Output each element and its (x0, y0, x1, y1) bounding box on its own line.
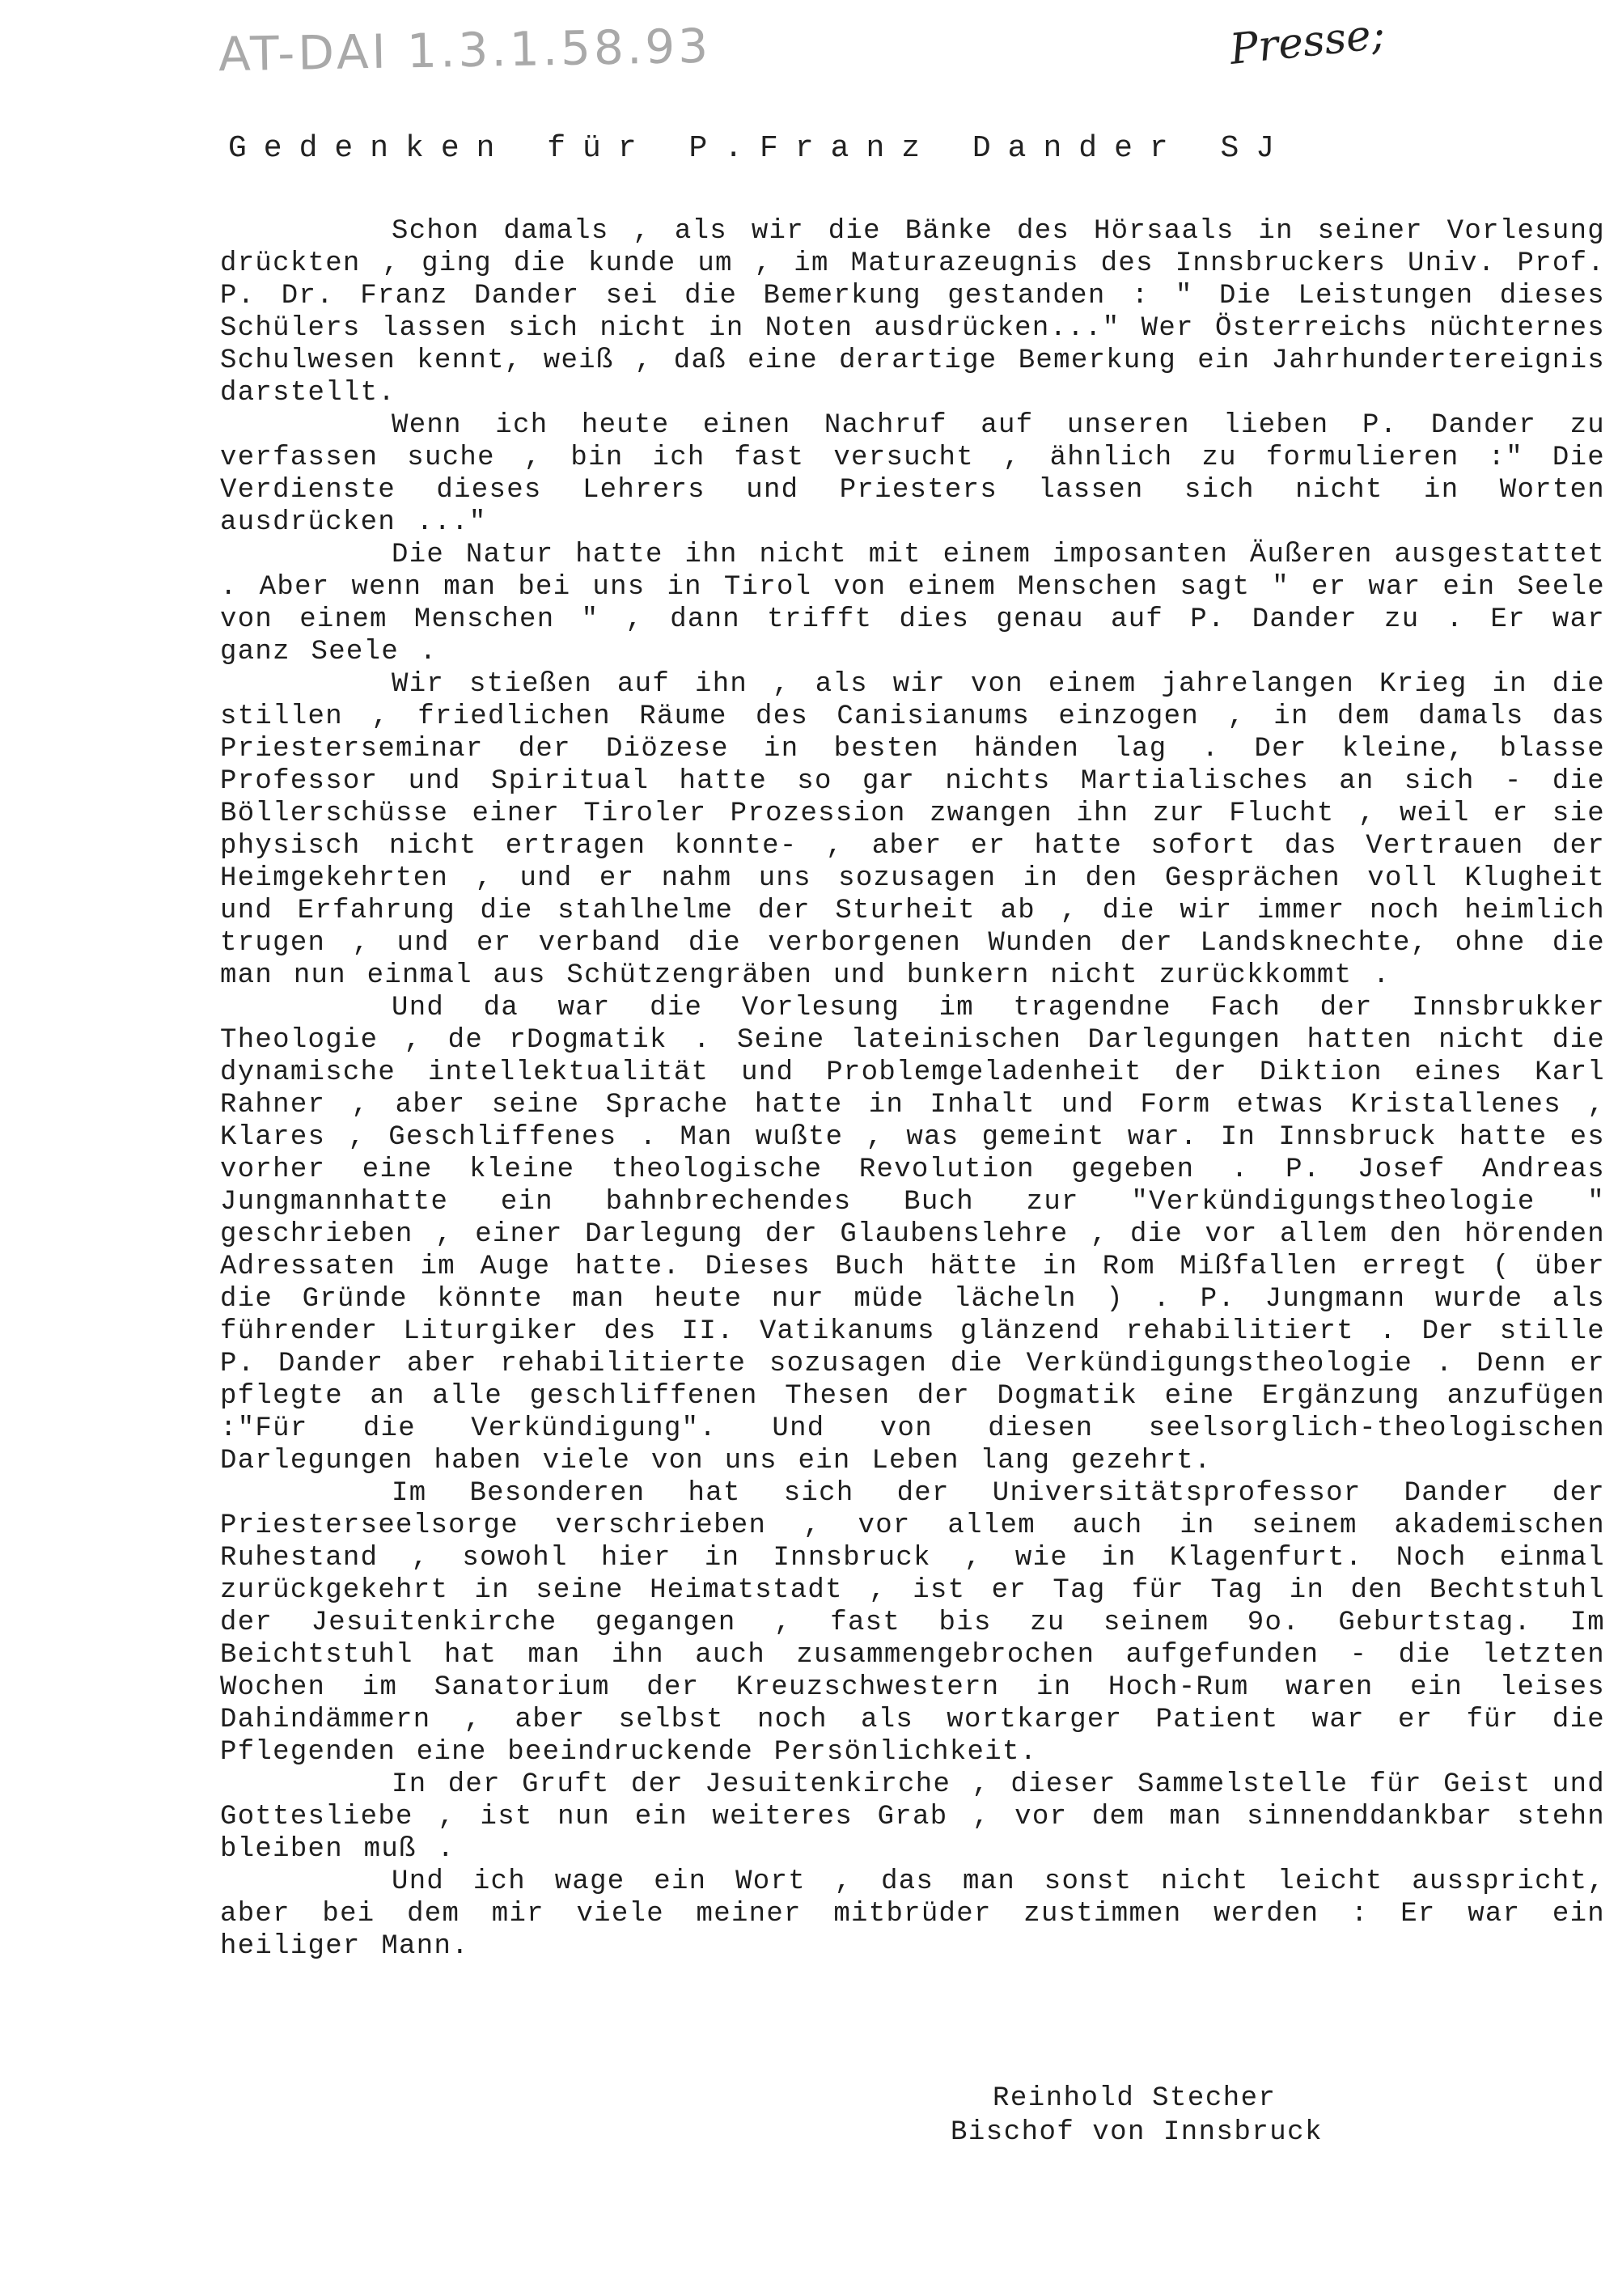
handwritten-corner-note: Presse; (1227, 10, 1387, 74)
document-heading: Gedenken für P.Franz Dander SJ (228, 131, 1292, 166)
archive-reference-stamp: AT-DAI 1.3.1.58.93 (218, 18, 712, 83)
signature-block (951, 2082, 1323, 2150)
paragraph: Im Besonderen hat sich der Universitätsprofessor Dander der Priesterseelsorge verschrieben , vor allem auch in seinem akademischen Ruhestand , sowohl hier in Innsbruck , wie in Klagenfurt. Noch einmal zurückgekehrt in seine Heimatstadt , ist er Tag für Tag in den Bechtstuhl der Jesuitenkirche gegangen , fast bis zu seinem 9o. Geburtstag. Im Beichtstuhl hat man ihn auch zusammengebrochen aufgefunden - die letzten Wochen im Sanatorium der Kreuzschwestern in Hoch-Rum waren ein leises Dahindämmern , aber selbst noch als wortkarger Patient war er für die Pflegenden eine beeindruckende Persönlichkeit. (220, 1478, 1605, 1768)
document-body (220, 215, 1605, 1963)
paragraph: Die Natur hatte ihn nicht mit einem imposanten Äußeren ausgestattet . Aber wenn man bei uns in Tirol von einem Menschen sagt " er war ein Seele von einem Menschen " , dann trifft dies genau auf P. Dander zu . Er war ganz Seele . (220, 540, 1605, 667)
paragraph: In der Gruft der Jesuitenkirche , dieser Sammelstelle für Geist und Gottesliebe , ist nun ein weiteres Grab , vor dem man sinnenddankbar stehn bleiben muß . (220, 1769, 1605, 1865)
paragraph: Und da war die Vorlesung im tragendne Fach der Innsbrukker Theologie , de rDogmatik . Seine lateinischen Darlegungen hatten nicht die dynamische intellektualität und Problemgeladenheit der Diktion eines Karl Rahner , aber seine Sprache hatte in Inhalt und Form etwas Kristallenes , Klares , Geschliffenes . Man wußte , was gemeint war. In Innsbruck hatte es vorher eine kleine theologische Revolution gegeben . P. Josef Andreas Jungmannhatte ein bahnbrechendes Buch zur "Verkündigungstheologie " geschrieben , einer Darlegung der Glaubenslehre , die vor allem den hörenden Adressaten im Auge hatte. Dieses Buch hätte in Rom Mißfallen erregt ( über die Gründe könnte man heute nur müde lächeln ) . P. Jungmann wurde als führender Liturgiker des II. Vatikanums glänzend rehabilitiert . Der stille P. Dander aber rehabilitierte sozusagen die Verkündigungstheologie . Denn er pflegte an alle geschliffenen Thesen der Dogmatik eine Ergänzung anzufügen :"Für die Verkündigung". Und von diesen seelsorglich-theologischen Darlegungen haben viele von uns ein Leben lang gezehrt. (220, 993, 1605, 1476)
paragraph: Schon damals , als wir die Bänke des Hörsaals in seiner Vorlesung drückten , ging die kunde um , im Maturazeugnis des Innsbruckers Univ. Prof. P. Dr. Franz Dander sei die Bemerkung gestanden : " Die Leistungen dieses Schülers lassen sich nicht in Noten ausdrücken..." Wer Österreichs nüchternes Schulwesen kennt, weiß , daß eine derartige Bemerkung ein Jahrhundertereignis darstellt. (220, 216, 1605, 409)
paragraph: Und ich wage ein Wort , das man sonst nicht leicht ausspricht, aber bei dem mir viele meiner mitbrüder zustimmen werden : Er war ein heiliger Mann. (220, 1866, 1605, 1962)
signature-title: Bischof von Innsbruck (951, 2117, 1323, 2148)
signature-name: Reinhold Stecher (993, 2083, 1277, 2114)
paragraph: Wenn ich heute einen Nachruf auf unseren lieben P. Dander zu verfassen suche , bin ich fast versucht , ähnlich zu formulieren :" Die Verdienste dieses Lehrers und Priesters lassen sich nicht in Worten ausdrücken ..." (220, 410, 1605, 538)
paragraph: Wir stießen auf ihn , als wir von einem jahrelangen Krieg in die stillen , friedlichen Räume des Canisianums einzogen , in dem damals das Priesterseminar der Diözese in besten händen lag . Der kleine, blasse Professor und Spiritual hatte so gar nichts Martialisches an sich - die Böllerschüsse einer Tiroler Prozession zwangen ihn zur Flucht , weil er sie physisch nicht ertragen konnte- , aber er hatte sofort das Vertrauen der Heimgekehrten , und er nahm uns sozusagen in den Gesprächen voll Klugheit und Erfahrung die stahlhelme der Sturheit ab , die wir immer noch heimlich trugen , und er verband die verborgenen Wunden der Landsknechte, ohne die man nun einmal aus Schützengräben und bunkern nicht zurückkommt . (220, 669, 1605, 991)
